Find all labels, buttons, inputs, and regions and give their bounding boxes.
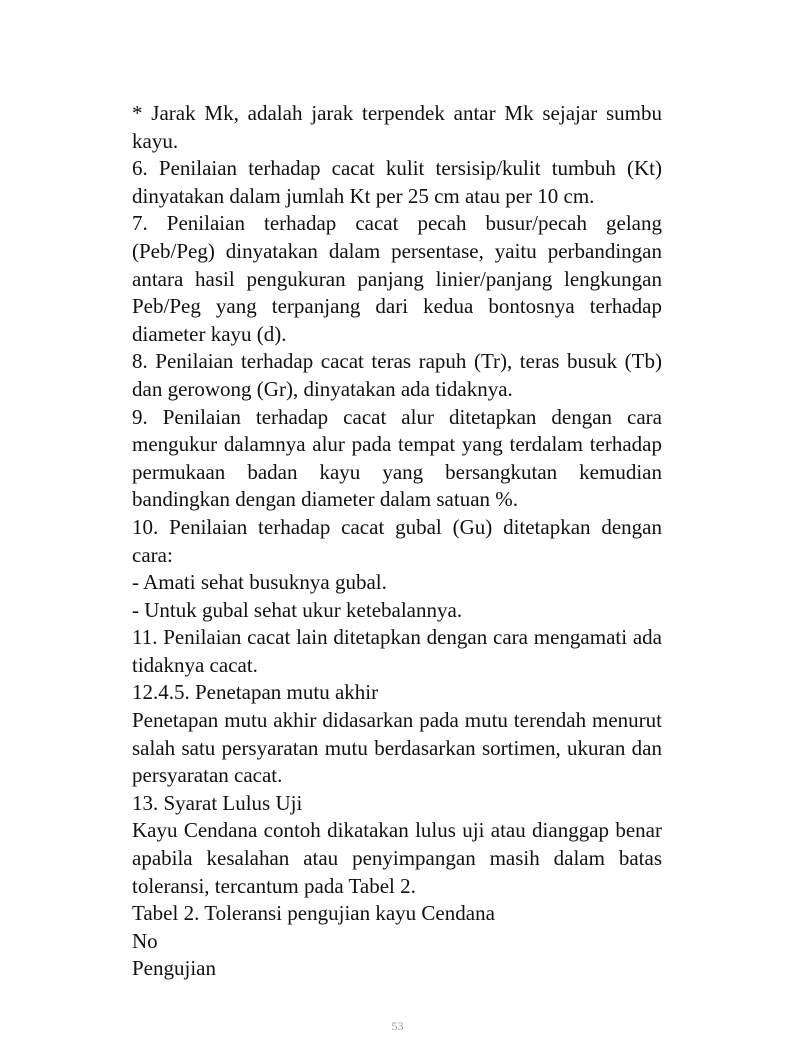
mutu-akhir-paragraph: Penetapan mutu akhir didasarkan pada mutu terendah menurut salah satu persyaratan mutu berdasarkan sortimen, ukuran dan persyaratan cacat.	[132, 708, 662, 788]
item-7-pecah-busur: 7. Penilaian terhadap cacat pecah busur/pecah gelang (Peb/Peg) dinyatakan dalam persentase, yaitu perbandingan antara hasil pengukuran panjang linier/panjang lengkungan Peb/Peg yang terpanjang dari kedua bontosnya terhadap diameter kayu (d).	[132, 211, 662, 346]
table-header-pengujian: Pengujian	[132, 956, 216, 981]
page-number: 53	[391, 1019, 404, 1033]
note-jarak-mk: * Jarak Mk, adalah jarak terpendek antar Mk sejajar sumbu kayu.	[132, 101, 662, 153]
page-body	[132, 100, 662, 983]
item-6-kulit-tersisip: 6. Penilaian terhadap cacat kulit tersisip/kulit tumbuh (Kt) dinyatakan dalam jumlah Kt per 25 cm atau per 10 cm.	[132, 156, 662, 208]
item-9-cacat-alur: 9. Penilaian terhadap cacat alur ditetapkan dengan cara mengukur dalamnya alur pada tempat yang terdalam terhadap permukaan badan kayu yang bersangkutan kemudian bandingkan dengan diameter dalam satuan %.	[132, 404, 662, 512]
bullet-ukur-ketebalan: - Untuk gubal sehat ukur ketebalannya.	[132, 597, 463, 622]
table-caption: Tabel 2. Toleransi pengujian kayu Cendana	[132, 901, 495, 926]
table-header-no: No	[132, 928, 158, 953]
item-10-cacat-gubal: 10. Penilaian terhadap cacat gubal (Gu) ditetapkan dengan cara:	[132, 514, 662, 567]
item-8-teras-rapuh: 8. Penilaian terhadap cacat teras rapuh (Tr), teras busuk (Tb) dan gerowong (Gr), dinyatakan ada tidaknya.	[132, 349, 662, 401]
bullet-amati-gubal: - Amati sehat busuknya gubal.	[132, 570, 387, 595]
syarat-lulus-paragraph: Kayu Cendana contoh dikatakan lulus uji atau dianggap benar apabila kesalahan atau penyimpangan masih dalam batas toleransi, tercantum pada Tabel 2.	[132, 818, 662, 898]
item-11-cacat-lain: 11. Penilaian cacat lain ditetapkan dengan cara mengamati ada tidaknya cacat.	[132, 625, 662, 677]
section-heading-syarat-lulus: 13. Syarat Lulus Uji	[132, 790, 303, 815]
section-heading-mutu-akhir: 12.4.5. Penetapan mutu akhir	[132, 680, 379, 705]
